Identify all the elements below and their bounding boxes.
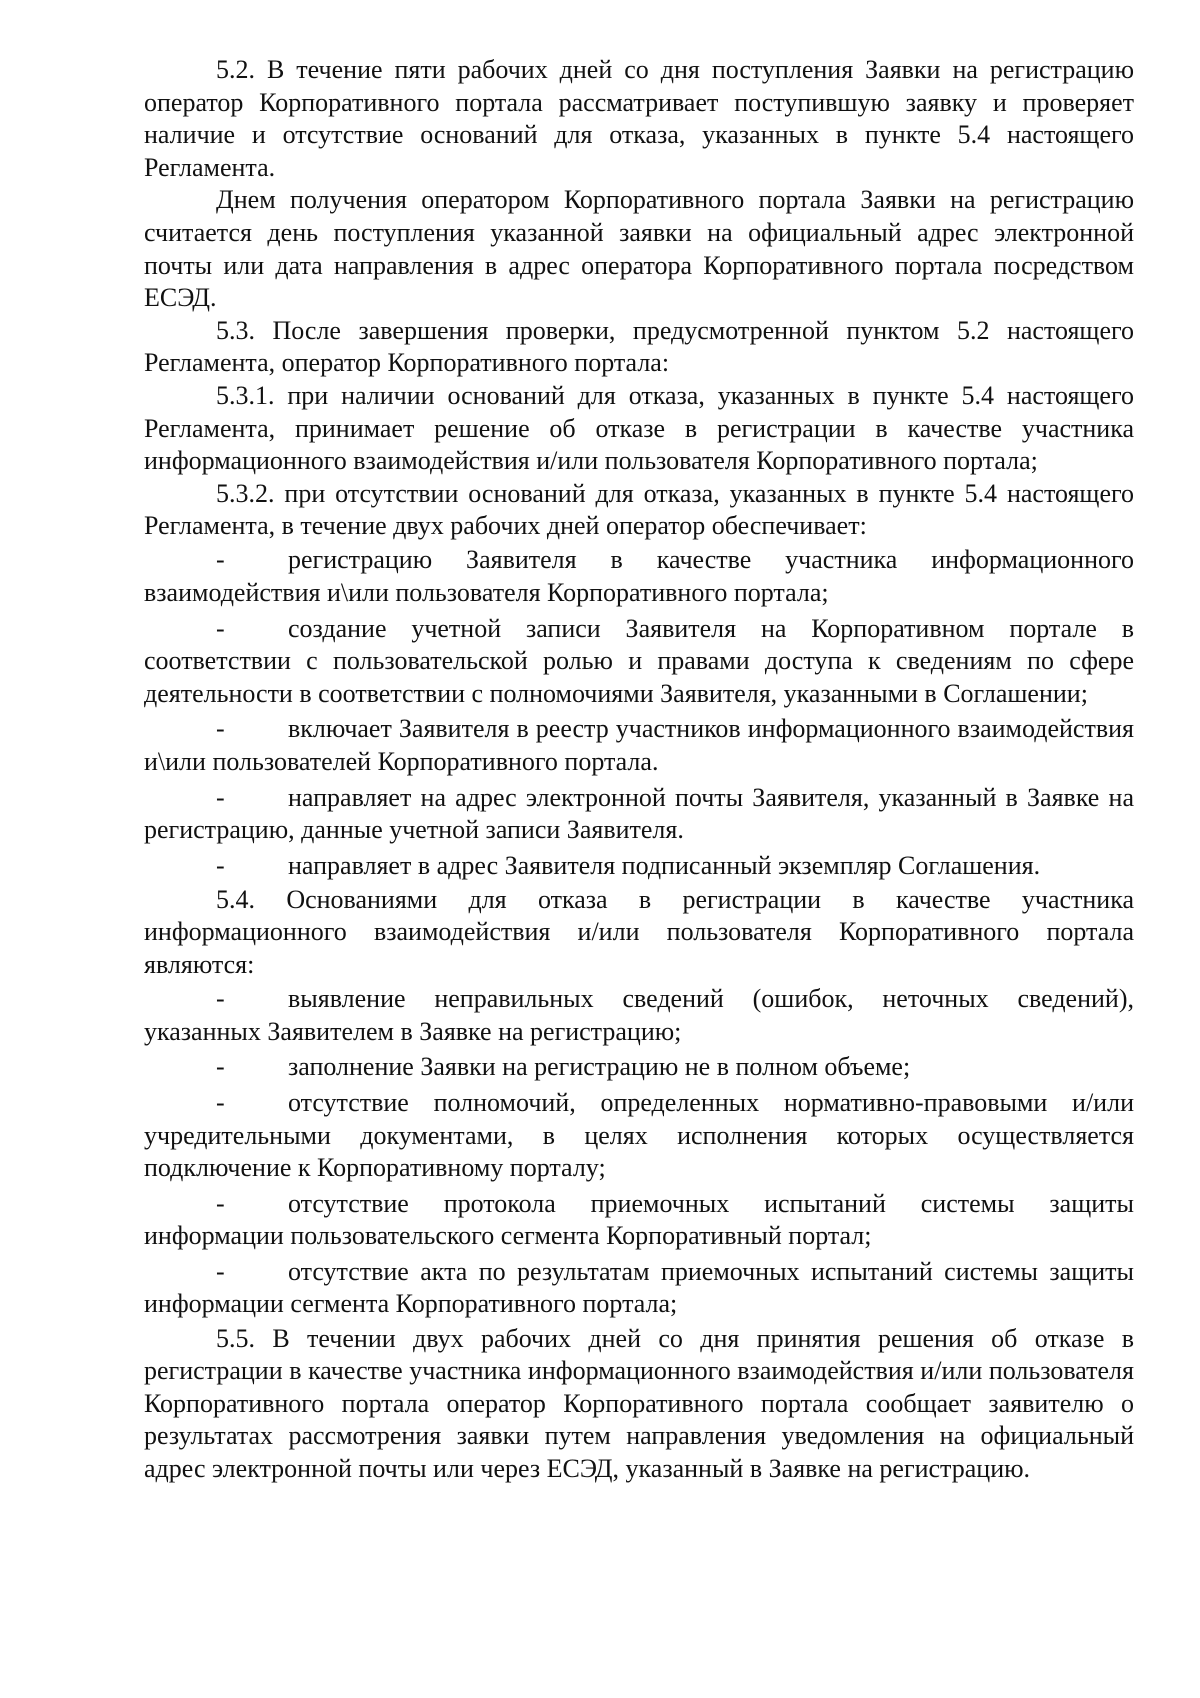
list-item-text: выявление неправильных сведений (ошибок, неточных сведений), указанных Заявителем в Заявке на регистрацию; <box>144 984 1134 1046</box>
list-item <box>144 1186 1134 1254</box>
paragraph-5-3-1: 5.3.1. при наличии оснований для отказа, указанных в пункте 5.4 настоящего Регламента, принимает решение об отказе в регистрации в качестве участника информационного взаимодействия и/или пользователя Корпоративного портала; <box>144 380 1134 476</box>
list-dash: - <box>216 984 225 1014</box>
document-page <box>144 54 1134 1486</box>
paragraph-5-5: 5.5. В течении двух рабочих дней со дня принятия решения об отказе в регистрации в качестве участника информационного взаимодействия и/или пользователя Корпоративного портала оператор Корпоративного портала сообщает заявителю о результатах рассмотрения заявки путем направления уведомления на официальный адрес электронной почты или через ЕСЭД, указанный в Заявке на регистрацию. <box>144 1323 1134 1483</box>
list-dash: - <box>216 1188 225 1218</box>
list-item-text: заполнение Заявки на регистрацию не в полном объеме; <box>288 1052 911 1082</box>
list-item <box>144 712 1134 780</box>
paragraph-5-3-2: 5.3.2. при отсутствии оснований для отказа, указанных в пункте 5.4 настоящего Регламента, в течение двух рабочих дней оператор обеспечивает: <box>144 478 1134 541</box>
paragraph-5-3: 5.3. После завершения проверки, предусмотренной пунктом 5.2 настоящего Регламента, оператор Корпоративного портала: <box>144 315 1134 378</box>
list-item-text: создание учетной записи Заявителя на Корпоративном портале в соответствии с пользовательской ролью и правами доступа к сведениям по сфере деятельности в соответствии с полномочиями Заявителя, указанными в Соглашении; <box>144 613 1134 708</box>
list-item-text: отсутствие протокола приемочных испытаний системы защиты информации пользовательского сегмента Корпоративный портал; <box>144 1188 1134 1251</box>
paragraph-5-4: 5.4. Основаниями для отказа в регистрации в качестве участника информационного взаимодействия и/или пользователя Корпоративного портала являются: <box>144 884 1134 980</box>
list-dash: - <box>216 850 225 880</box>
list-item-text: отсутствие акта по результатам приемочных испытаний системы защиты информации сегмента Корпоративного портала; <box>144 1256 1134 1319</box>
list-item <box>144 1050 1134 1086</box>
paragraph-registration-date: Днем получения оператором Корпоративного портала Заявки на регистрацию считается день поступления указанной заявки на официальный адрес электронной почты или дата направления в адрес оператора Корпоративного портала посредством ЕСЭД. <box>144 185 1134 313</box>
list-dash: - <box>216 714 225 744</box>
paragraph-5-2: 5.2. В течение пяти рабочих дней со дня поступления Заявки на регистрацию оператор Корпоративного портала рассматривает поступившую заявку и проверяет наличие и отсутствие оснований для отказа, указанных в пункте 5.4 настоящего Регламента. <box>144 55 1134 182</box>
list-item-text: регистрацию Заявителя в качестве участника информационного взаимодействия и\или пользователя Корпоративного портала; <box>144 545 1134 607</box>
list-dash: - <box>216 782 225 812</box>
list-item <box>144 543 1134 611</box>
list-dash: - <box>216 1087 225 1117</box>
list-item <box>144 1254 1134 1322</box>
list-dash: - <box>216 545 225 575</box>
list-dash: - <box>216 1256 225 1286</box>
list-item <box>144 611 1134 712</box>
list-item <box>144 982 1134 1050</box>
list-item-text: включает Заявителя в реестр участников информационного взаимодействия и\или пользователей Корпоративного портала. <box>144 714 1134 776</box>
list-item <box>144 780 1134 848</box>
list-dash: - <box>216 613 225 643</box>
list-item <box>144 1085 1134 1186</box>
list-item-text: направляет на адрес электронной почты Заявителя, указанный в Заявке на регистрацию, данные учетной записи Заявителя. <box>144 782 1134 845</box>
list-item-text: отсутствие полномочий, определенных нормативно-правовыми и/или учредительными документами, в целях исполнения которых осуществляется подключение к Корпоративному порталу; <box>144 1087 1134 1183</box>
list-item-text: направляет в адрес Заявителя подписанный экземпляр Соглашения. <box>288 850 1041 880</box>
list-item <box>144 848 1134 884</box>
list-dash: - <box>216 1052 225 1082</box>
